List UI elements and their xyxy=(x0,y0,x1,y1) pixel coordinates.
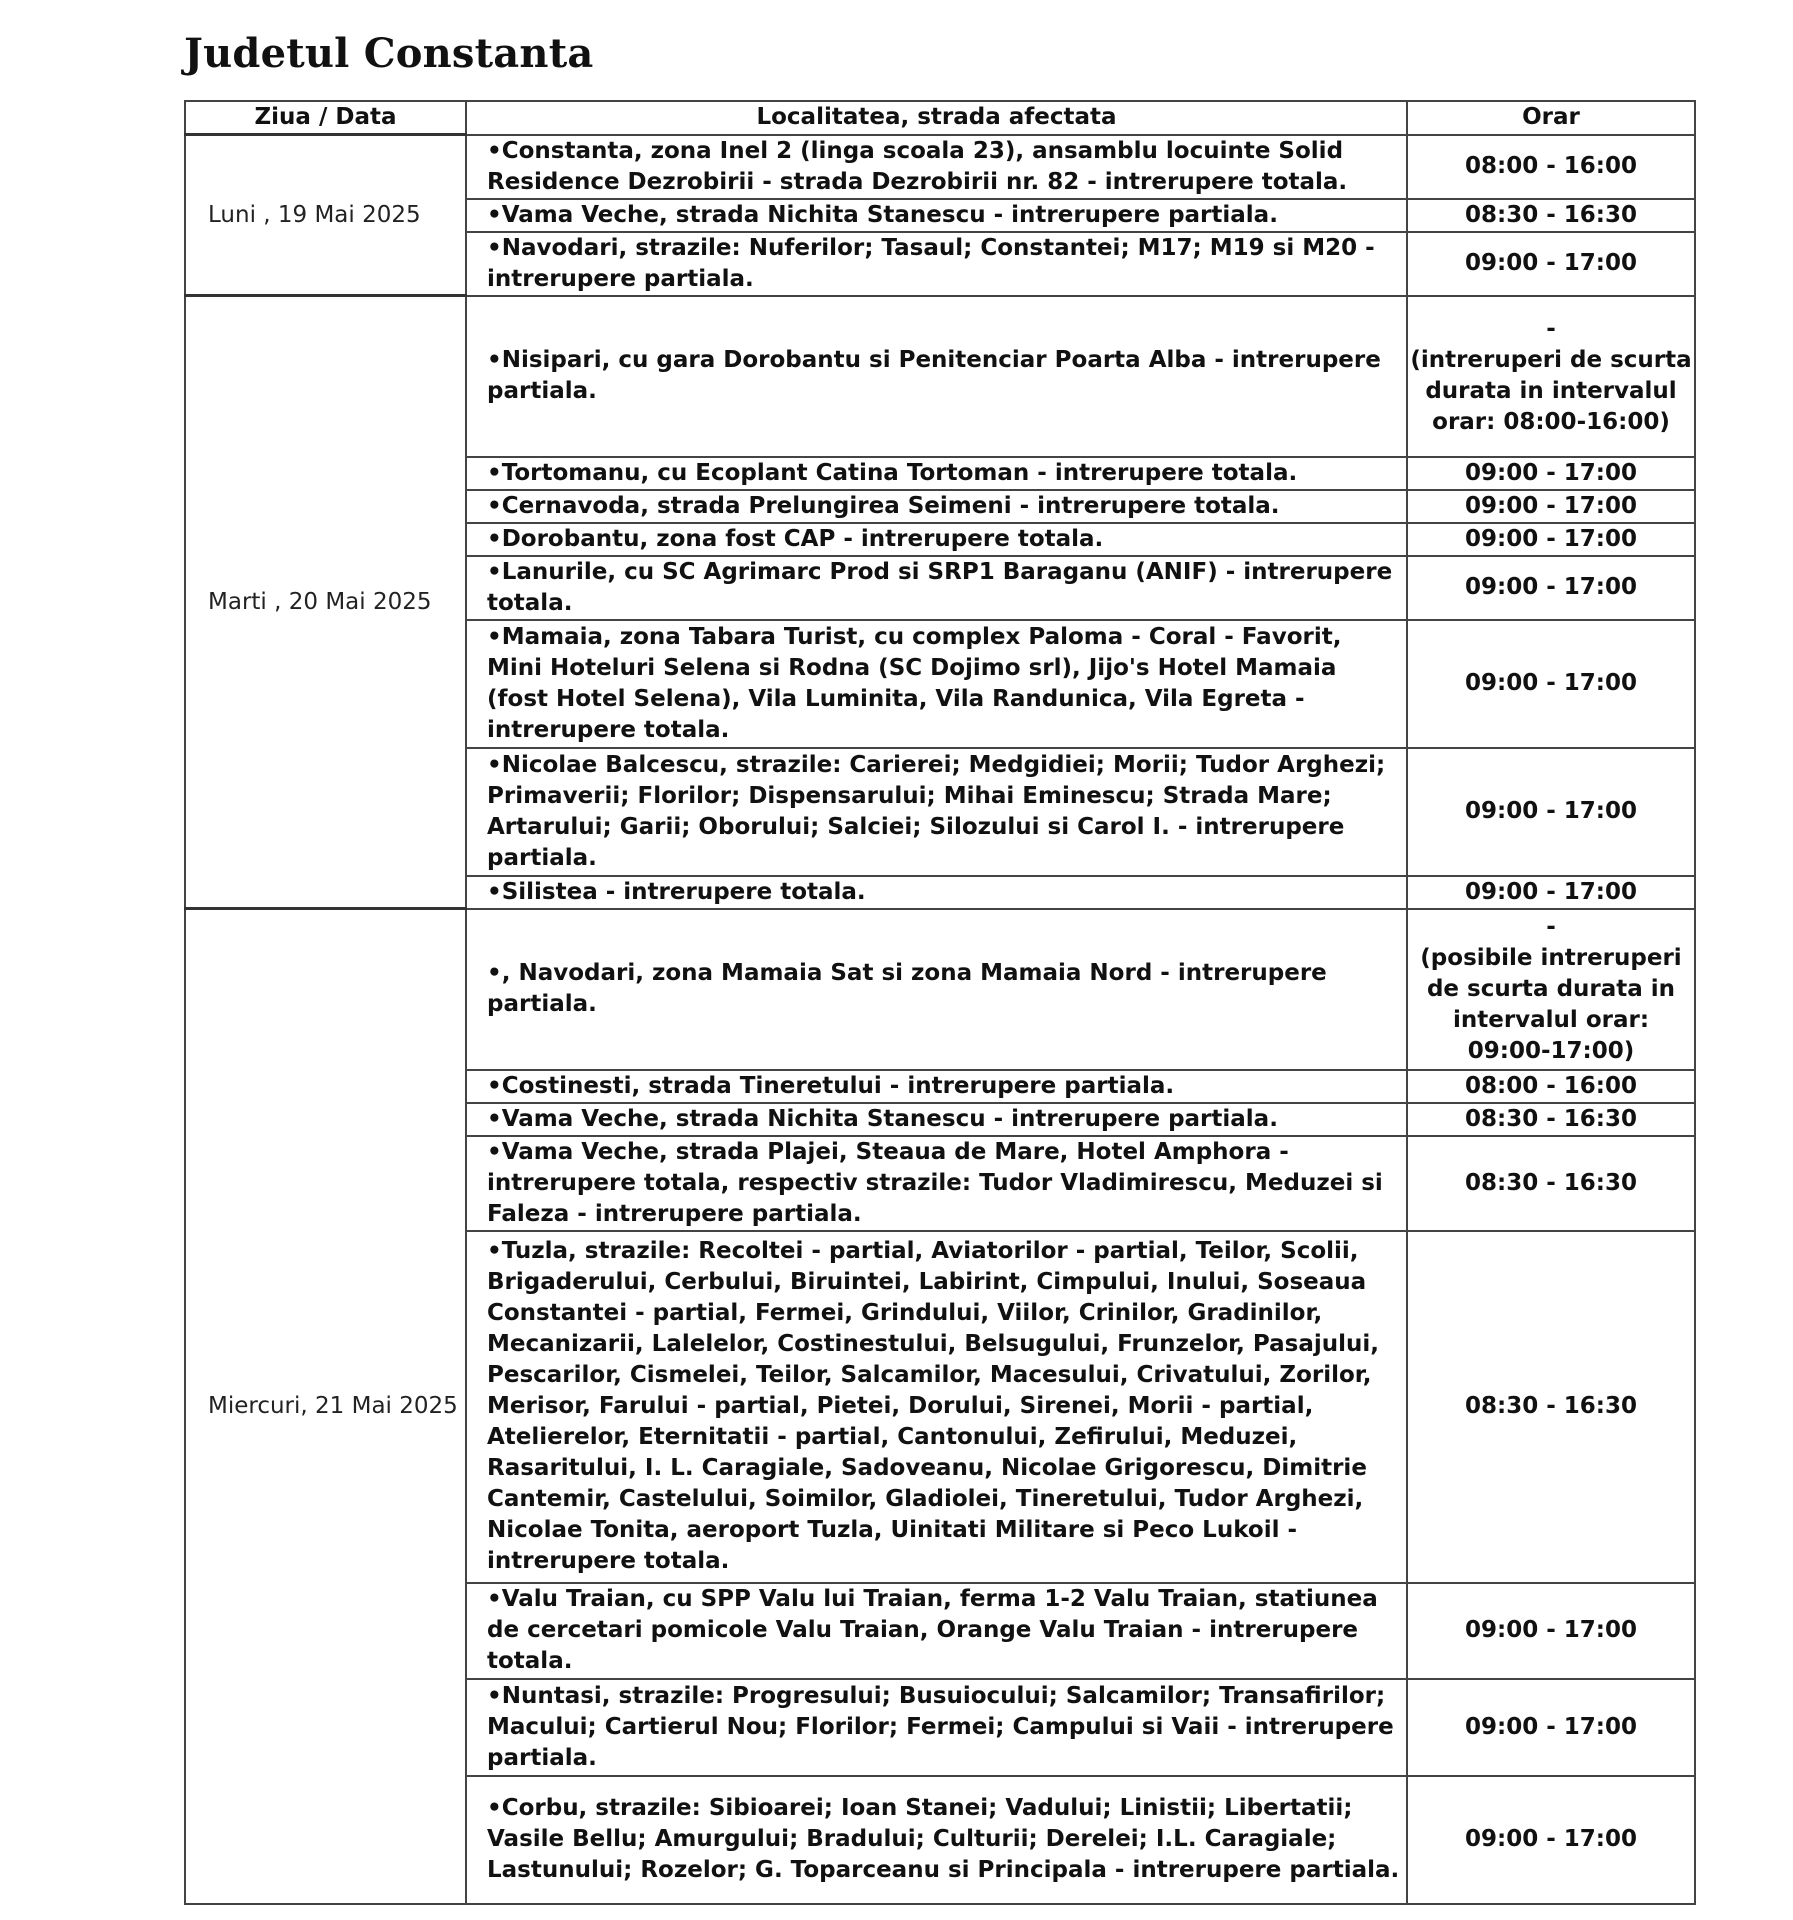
outage-time-interval: 09:00 - 17:00 xyxy=(1407,523,1695,556)
affected-location: •Dorobantu, zona fost CAP - intrerupere totala. xyxy=(466,523,1407,556)
outage-time-interval: 09:00 - 17:00 xyxy=(1407,556,1695,620)
header-location: Localitatea, strada afectata xyxy=(466,101,1407,135)
outage-time-interval: 09:00 - 17:00 xyxy=(1407,876,1695,909)
day-monday-date: Luni , 19 Mai 2025 xyxy=(185,135,466,296)
page-title: Judetul Constanta xyxy=(184,30,594,77)
affected-location: •Valu Traian, cu SPP Valu lui Traian, ferma 1-2 Valu Traian, statiunea de cercetari pomicole Valu Traian, Orange Valu Traian - intrerupere totala. xyxy=(466,1583,1407,1679)
affected-location: •Nicolae Balcescu, strazile: Carierei; Medgidiei; Morii; Tudor Arghezi; Primaverii; Florilor; Dispensarului; Mihai Eminescu; Strada Mare; Artarului; Garii; Oborului; Salciei; Silozului si Carol I. - intrerupere partiala. xyxy=(466,748,1407,876)
outage-time-interval: 08:30 - 16:30 xyxy=(1407,1103,1695,1136)
outage-time-interval: - (posibile intreruperi de scurta durata in intervalul orar: 09:00-17:00) xyxy=(1407,909,1695,1070)
affected-location: •Corbu, strazile: Sibioarei; Ioan Stanei; Vadului; Linistii; Libertatii; Vasile Bellu; Amurgului; Bradului; Culturii; Derelei; I.L. Caragiale; Lastunului; Rozelor; G. Toparceanu si Principala - intrerupere partiala. xyxy=(466,1776,1407,1904)
outage-time-interval: 09:00 - 17:00 xyxy=(1407,1583,1695,1679)
affected-location: •Lanurile, cu SC Agrimarc Prod si SRP1 Baraganu (ANIF) - intrerupere totala. xyxy=(466,556,1407,620)
outage-schedule-table xyxy=(184,100,1696,1905)
outage-time-interval: 09:00 - 17:00 xyxy=(1407,457,1695,490)
outage-time-interval: 09:00 - 17:00 xyxy=(1407,620,1695,748)
outage-time-interval: 08:30 - 16:30 xyxy=(1407,199,1695,232)
affected-location: •Constanta, zona Inel 2 (linga scoala 23), ansamblu locuinte Solid Residence Dezrobirii - strada Dezrobirii nr. 82 - intrerupere totala. xyxy=(466,135,1407,199)
outage-time-interval: 08:30 - 16:30 xyxy=(1407,1136,1695,1231)
affected-location: •, Navodari, zona Mamaia Sat si zona Mamaia Nord - intrerupere partiala. xyxy=(466,909,1407,1070)
day-wednesday-date: Miercuri, 21 Mai 2025 xyxy=(185,909,466,1904)
table-row xyxy=(185,135,1695,199)
affected-location: •Silistea - intrerupere totala. xyxy=(466,876,1407,909)
table-row xyxy=(185,909,1695,1070)
affected-location: •Nisipari, cu gara Dorobantu si Penitenciar Poarta Alba - intrerupere partiala. xyxy=(466,296,1407,457)
affected-location: •Vama Veche, strada Nichita Stanescu - intrerupere partiala. xyxy=(466,1103,1407,1136)
outage-time-interval: - (intreruperi de scurta durata in intervalul orar: 08:00-16:00) xyxy=(1407,296,1695,457)
affected-location: •Mamaia, zona Tabara Turist, cu complex Paloma - Coral - Favorit, Mini Hoteluri Selena si Rodna (SC Dojimo srl), Jijo's Hotel Mamaia (fost Hotel Selena), Vila Luminita, Vila Randunica, Vila Egreta - intrerupere totala. xyxy=(466,620,1407,748)
outage-time-interval: 08:30 - 16:30 xyxy=(1407,1231,1695,1583)
affected-location: •Costinesti, strada Tineretului - intrerupere partiala. xyxy=(466,1070,1407,1103)
table-body xyxy=(185,135,1695,1904)
affected-location: •Tuzla, strazile: Recoltei - partial, Aviatorilor - partial, Teilor, Scolii, Brigaderului, Cerbului, Biruintei, Labirint, Cimpului, Inului, Soseaua Constantei - partial, Fermei, Grindului, Viilor, Crinilor, Gradinilor, Mecanizarii, Lalelelor, Costinestului, Belsugului, Frunzelor, Pasajului, Pescarilor, Cismelei, Teilor, Salcamilor, Macesului, Crivatului, Zorilor, Merisor, Farului - partial, Pietei, Dorului, Sirenei, Morii - partial, Atelierelor, Eternitatii - partial, Cantonului, Zefirului, Meduzei, Rasaritului, I. L. Caragiale, Sadoveanu, Nicolae Grigorescu, Dimitrie Cantemir, Castelului, Soimilor, Gladiolei, Tineretului, Tudor Arghezi, Nicolae Tonita, aeroport Tuzla, Uinitati Militare si Peco Lukoil - intrerupere totala. xyxy=(466,1231,1407,1583)
day-tuesday-date: Marti , 20 Mai 2025 xyxy=(185,296,466,909)
outage-time-interval: 09:00 - 17:00 xyxy=(1407,1776,1695,1904)
affected-location: •Tortomanu, cu Ecoplant Catina Tortoman - intrerupere totala. xyxy=(466,457,1407,490)
affected-location: •Navodari, strazile: Nuferilor; Tasaul; Constantei; M17; M19 si M20 - intrerupere partiala. xyxy=(466,232,1407,296)
outage-time-interval: 09:00 - 17:00 xyxy=(1407,1679,1695,1776)
outage-time-interval: 08:00 - 16:00 xyxy=(1407,1070,1695,1103)
outage-time-interval: 09:00 - 17:00 xyxy=(1407,232,1695,296)
outage-time-interval: 09:00 - 17:00 xyxy=(1407,748,1695,876)
outage-time-interval: 09:00 - 17:00 xyxy=(1407,490,1695,523)
table-row xyxy=(185,296,1695,457)
affected-location: •Nuntasi, strazile: Progresului; Busuiocului; Salcamilor; Transafirilor; Macului; Cartierul Nou; Florilor; Fermei; Campului si Vaii - intrerupere partiala. xyxy=(466,1679,1407,1776)
affected-location: •Vama Veche, strada Nichita Stanescu - intrerupere partiala. xyxy=(466,199,1407,232)
table-header-row xyxy=(185,101,1695,135)
outage-time-interval: 08:00 - 16:00 xyxy=(1407,135,1695,199)
header-day-date: Ziua / Data xyxy=(185,101,466,135)
affected-location: •Cernavoda, strada Prelungirea Seimeni - intrerupere totala. xyxy=(466,490,1407,523)
affected-location: •Vama Veche, strada Plajei, Steaua de Mare, Hotel Amphora - intrerupere totala, respectiv strazile: Tudor Vladimirescu, Meduzei si Faleza - intrerupere partiala. xyxy=(466,1136,1407,1231)
header-schedule: Orar xyxy=(1407,101,1695,135)
